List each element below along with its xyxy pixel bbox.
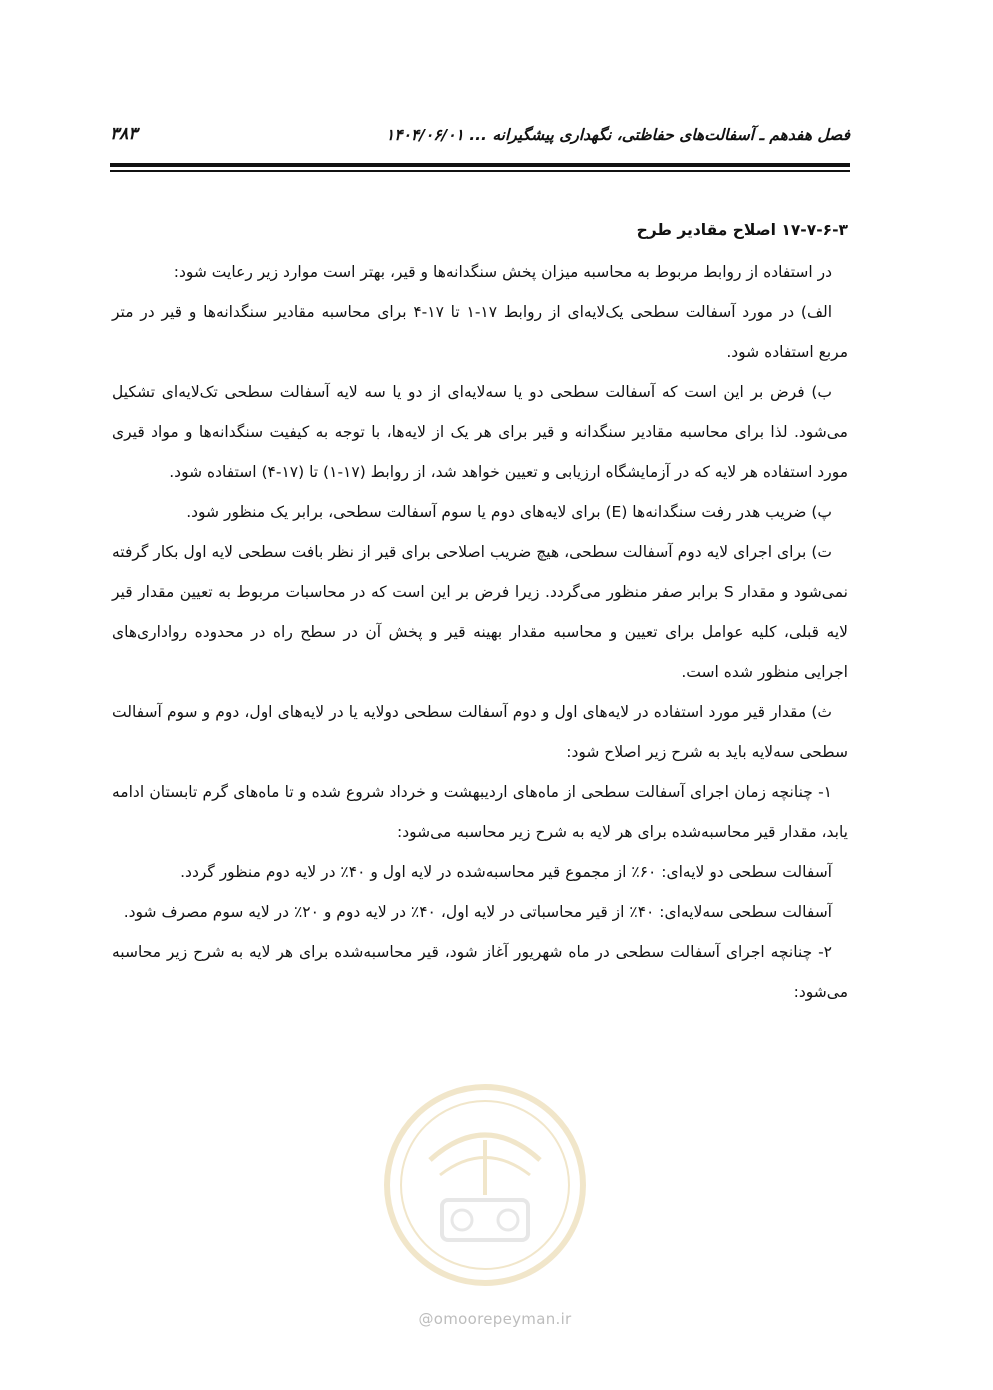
section-heading: ۱۷-۷-۶-۳ اصلاح مقادیر طرح	[636, 221, 848, 239]
header-rule-thin	[110, 170, 850, 172]
paragraph-te: ت) برای اجرای لایه دوم آسفالت سطحی، هیچ ضریب اصلاحی برای قیر از نظر بافت سطحی لایه اول بکار گرفته نمی‌شود و مقدار S برابر صفر منظور می‌گردد. زیرا فرض بر این است که در محاسبات مربوط به تعیین مقدار قیر لایه قبلی، کلیه عوامل برای تعیین و محاسبه مقدار بهینه قیر و پخش آن در سطح راه در محدوده رواداری‌های اجرایی منظور شده است.	[112, 543, 848, 681]
paragraph-be: ب) فرض بر این است که آسفالت سطحی دو یا سه‌لایه‌ای از دو یا سه لایه آسفالت سطحی تک‌لایه‌ای تشکیل می‌شود. لذا برای محاسبه مقادیر سنگدانه و قیر برای هر یک از لایه‌ها، با توجه به کیفیت سنگدانه‌ها و مواد قیری مورد استفاده هر لایه که در آزمایشگاه ارزیابی و تعیین خواهد شد، از روابط (۱۷-۱) تا (۱۷-۴) استفاده شود.	[112, 383, 848, 481]
paragraph-intro: در استفاده از روابط مربوط به محاسبه میزان پخش سنگدانه‌ها و قیر، بهتر است موارد زیر رعایت شود:	[173, 263, 832, 281]
paragraph-item-1: ۱- چنانچه زمان اجرای آسفالت سطحی از ماه‌های اردیبهشت و خرداد شروع شده و تا ماه‌های گرم تابستان ادامه یابد، مقدار قیر محاسبه‌شده برای هر لایه به شرح زیر محاسبه می‌شود:	[112, 783, 848, 841]
paragraph-two-layer: آسفالت سطحی دو لایه‌ای: ۶۰٪ از مجموع قیر محاسبه‌شده در لایه اول و ۴۰٪ در لایه دوم منظور گردد.	[180, 863, 832, 881]
paragraph-pe: پ) ضریب هدر رفت سنگدانه‌ها (E) برای لایه‌های دوم یا سوم آسفالت سطحی، برابر یک منظور شود.	[186, 503, 832, 521]
paragraph-three-layer: آسفالت سطحی سه‌لایه‌ای: ۴۰٪ از قیر محاسباتی در لایه اول، ۴۰٪ در لایه دوم و ۲۰٪ در لایه سوم مصرف شود.	[123, 903, 832, 921]
watermark-logo-icon	[380, 1080, 590, 1290]
body-content	[112, 210, 848, 1012]
paragraph-se: ث) مقدار قیر مورد استفاده در لایه‌های اول و دوم آسفالت سطحی دولایه یا در لایه‌های اول، دوم و سوم آسفالت سطحی سه‌لایه باید به شرح زیر اصلاح شود:	[112, 703, 848, 761]
chapter-title: فصل هفدهم ـ آسفالت‌های حفاظتی، نگهداری پیشگیرانه ... ۱۴۰۴/۰۶/۰۱	[385, 126, 850, 144]
watermark-text: @omoorepeyman.ir	[418, 1310, 572, 1328]
page-number: ۳۸۳	[110, 124, 138, 144]
running-header	[110, 118, 850, 158]
header-rule-thick	[110, 163, 850, 167]
paragraph-item-2: ۲- چنانچه اجرای آسفالت سطحی در ماه شهریور آغاز شود، قیر محاسبه‌شده برای هر لایه به شرح زیر محاسبه می‌شود:	[112, 943, 848, 1001]
paragraph-alef: الف) در مورد آسفالت سطحی یک‌لایه‌ای از روابط ۱۷-۱ تا ۱۷-۴ برای محاسبه مقادیر سنگدانه‌ها و قیر در متر مربع استفاده شود.	[112, 303, 848, 361]
